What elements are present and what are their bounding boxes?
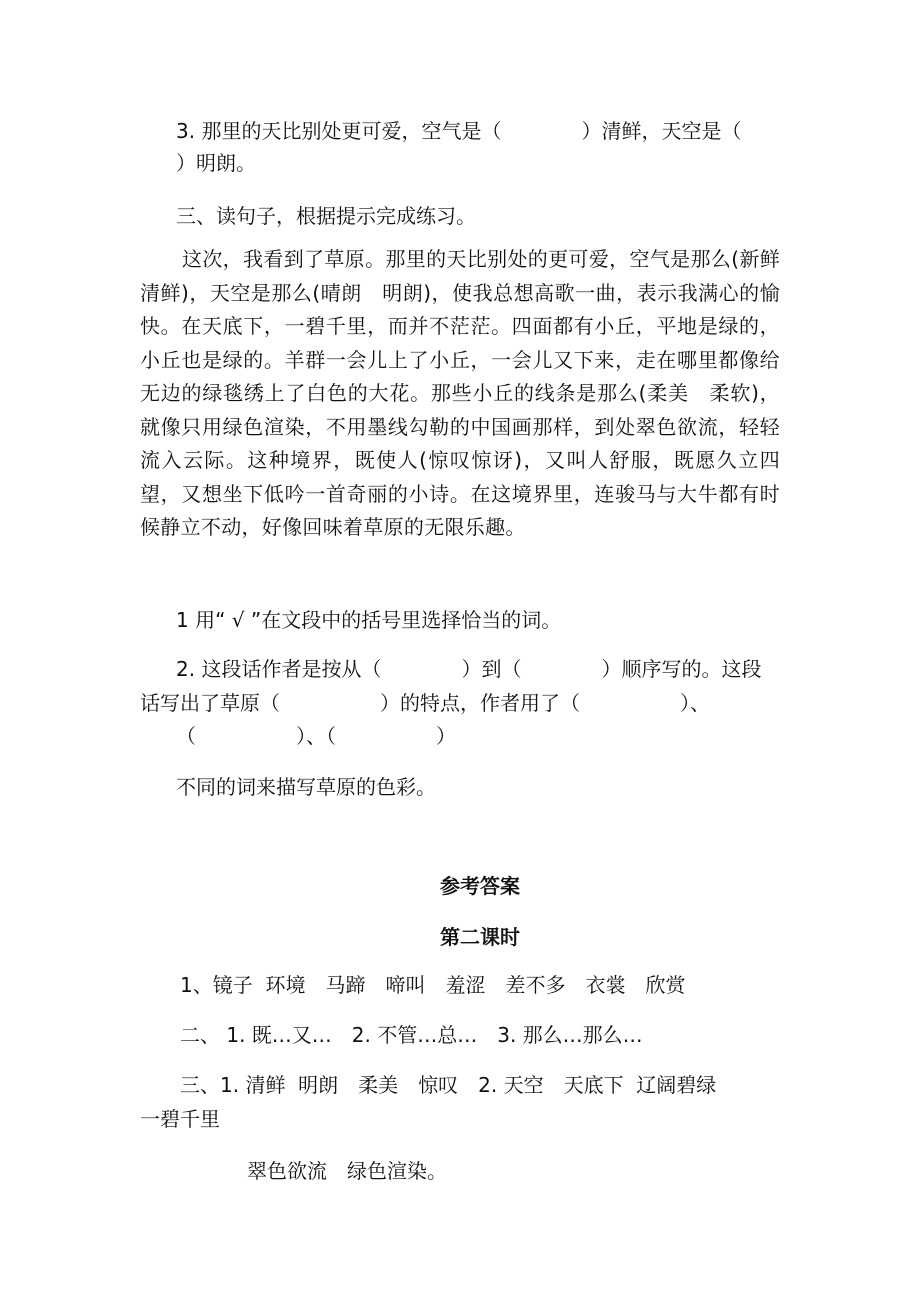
answer-3-line-2: 一碧千里 — [140, 1107, 220, 1131]
question-3-line-2: ）明朗。 — [176, 151, 256, 175]
task-2-line-4: 不同的词来描写草原的色彩。 — [176, 775, 436, 799]
answer-key-title: 参考答案 — [440, 874, 520, 898]
answer-3-line-3: 翠色欲流 绿色渲染。 — [247, 1159, 447, 1183]
answer-1: 1、镜子 环境 马蹄 啼叫 羞涩 差不多 衣裳 欣赏 — [180, 973, 686, 997]
reading-passage: 这次，我看到了草原。那里的天比别处的更可爱，空气是那么(新鲜 清鲜)，天空是那么(晴朗 明朗)，使我总想高歌一曲，表示我满心的愉快。在天底下，一碧千里，而并不茫茫。四面都有小丘，平地是绿的，小丘也是绿的。羊群一会儿上了小丘，一会儿又下来，走在哪里都像给无边的绿毯绣上了白色的大花。那些小丘的线条是那么(柔美 柔软)，就像只用绿色渲染，不用墨线勾勒的中国画那样，到处翠色欲流，轻轻流入云际。这种境界，既使人(惊叹惊讶)，又叫人舒服，既愿久立四望，又想坐下低吟一首奇丽的小诗。在这境界里，连骏马与大牛都有时候静立不动，好像回味着草原的无限乐趣。 — [140, 247, 801, 539]
task-2-line-2: 话写出了草原（ ）的特点，作者用了（ ）、 — [140, 691, 710, 715]
task-2-line-3: （ ）、（ ） — [176, 724, 456, 748]
question-3-line-1: 3. 那里的天比别处更可爱，空气是（ ）清鲜，天空是（ — [176, 119, 742, 143]
section-3-title: 三、读句子，根据提示完成练习。 — [176, 204, 476, 228]
answer-key-subtitle: 第二课时 — [440, 925, 520, 949]
task-1: 1 用“ √ ”在文段中的括号里选择恰当的词。 — [176, 608, 562, 632]
answer-2: 二、 1. 既…又… 2. 不管…总… 3. 那么…那么… — [180, 1023, 643, 1047]
answer-3-line-1: 三、1. 清鲜 明朗 柔美 惊叹 2. 天空 天底下 辽阔碧绿 — [180, 1073, 717, 1097]
task-2-line-1: 2. 这段话作者是按从（ ）到（ ）顺序写的。这段 — [176, 657, 762, 681]
